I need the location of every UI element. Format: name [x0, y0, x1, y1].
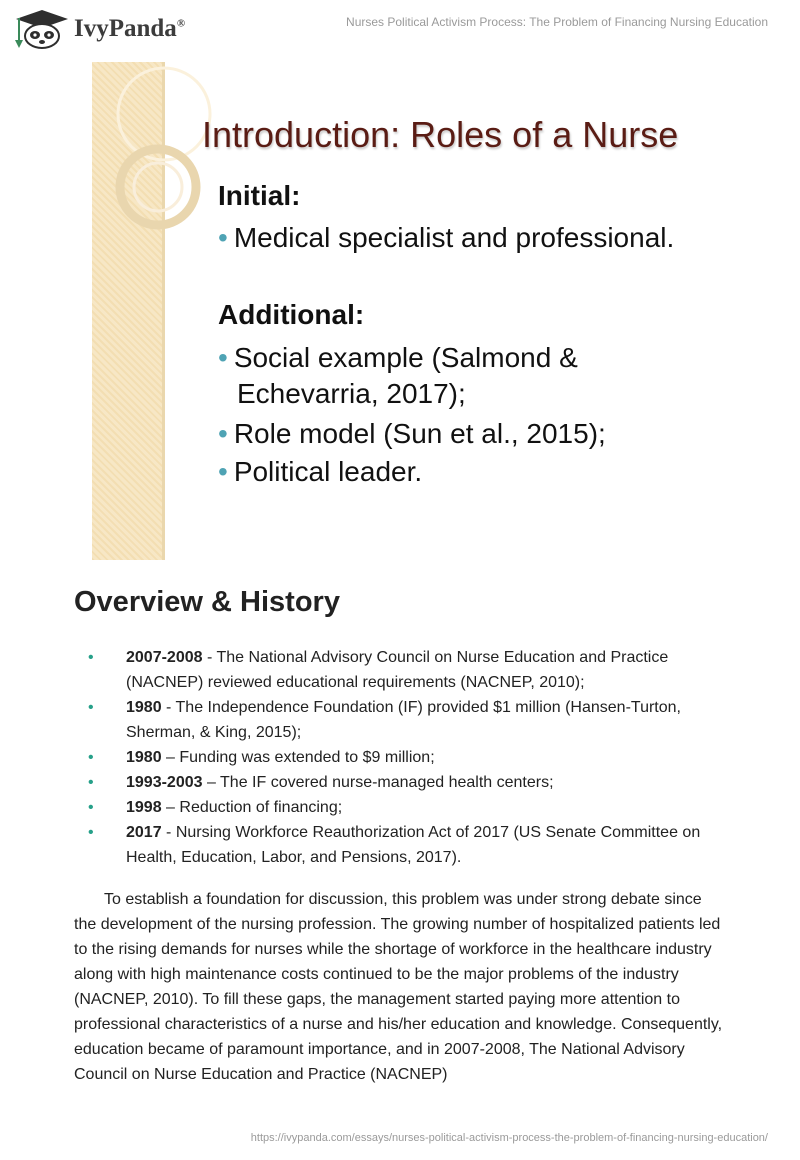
bullet-icon: • — [218, 222, 228, 253]
ivypanda-logo[interactable] — [14, 8, 185, 50]
list-item: • 1993-2003 – The IF covered nurse-managed health centers; — [74, 770, 724, 795]
list-item: • 1998 – Reduction of financing; — [74, 795, 724, 820]
decorative-rings-icon — [92, 62, 232, 252]
bullet-icon: • — [218, 418, 228, 449]
slide-bullet-initial: • Medical specialist and professional. — [218, 222, 675, 253]
bullet-icon: • — [88, 799, 94, 816]
slide-bullet-role-model: • Role model (Sun et al., 2015); — [218, 418, 606, 449]
list-item: • 2007-2008 - The National Advisory Council on Nurse Education and Practice (NACNEP) reviewed educational requirements (NACNEP, 2010); — [74, 645, 724, 695]
slide-image — [92, 62, 732, 562]
slide-bullet-social-cont: Echevarria, 2017); — [237, 378, 466, 409]
document-title: Nurses Political Activism Process: The Problem of Financing Nursing Education — [346, 15, 768, 29]
bullet-icon: • — [218, 342, 228, 373]
slide-bullet-social: • Social example (Salmond & — [218, 342, 578, 373]
bullet-icon: • — [88, 749, 94, 766]
list-item: • 1980 - The Independence Foundation (IF) provided $1 million (Hansen-Turton, Sherman, & King, 2015); — [74, 695, 724, 745]
slide-bullet-political: • Political leader. — [218, 456, 423, 487]
history-list — [74, 645, 724, 870]
slide-additional-heading: Additional: — [218, 299, 365, 330]
bullet-icon: • — [218, 456, 228, 487]
slide-title: Introduction: Roles of a Nurse — [202, 114, 679, 155]
source-url[interactable]: https://ivypanda.com/essays/nurses-political-activism-process-the-problem-of-financing-nursing-education/ — [250, 1132, 768, 1144]
body-paragraph: To establish a foundation for discussion, this problem was under strong debate since the development of the nursing profession. The growing number of hospitalized patients led to the rising demands for nurses while the shortage of workforce in the healthcare industry along with high maintenance costs continued to be the major problems of the industry (NACNEP, 2010). To fill these gaps, the management started paying more attention to professional characteristics of a nurse and his/her education and knowledge. Consequently, education became of paramount importance, and in 2007-2008, The National Advisory Council on Nurse Education and Practice (NACNEP) — [74, 891, 723, 1083]
bullet-icon: • — [88, 649, 94, 666]
bullet-icon: • — [88, 774, 94, 791]
panda-icon — [14, 8, 70, 50]
bullet-icon: • — [88, 824, 94, 841]
logo-wordmark: IvyPanda® — [74, 15, 186, 42]
list-item: • 2017 - Nursing Workforce Reauthorization Act of 2017 (US Senate Committee on Health, Education, Labor, and Pensions, 2017). — [74, 820, 724, 870]
slide-initial-heading: Initial: — [218, 180, 301, 211]
bullet-icon: • — [88, 699, 94, 716]
section-heading: Overview & History — [74, 586, 340, 618]
list-item: • 1980 – Funding was extended to $9 million; — [74, 745, 724, 770]
